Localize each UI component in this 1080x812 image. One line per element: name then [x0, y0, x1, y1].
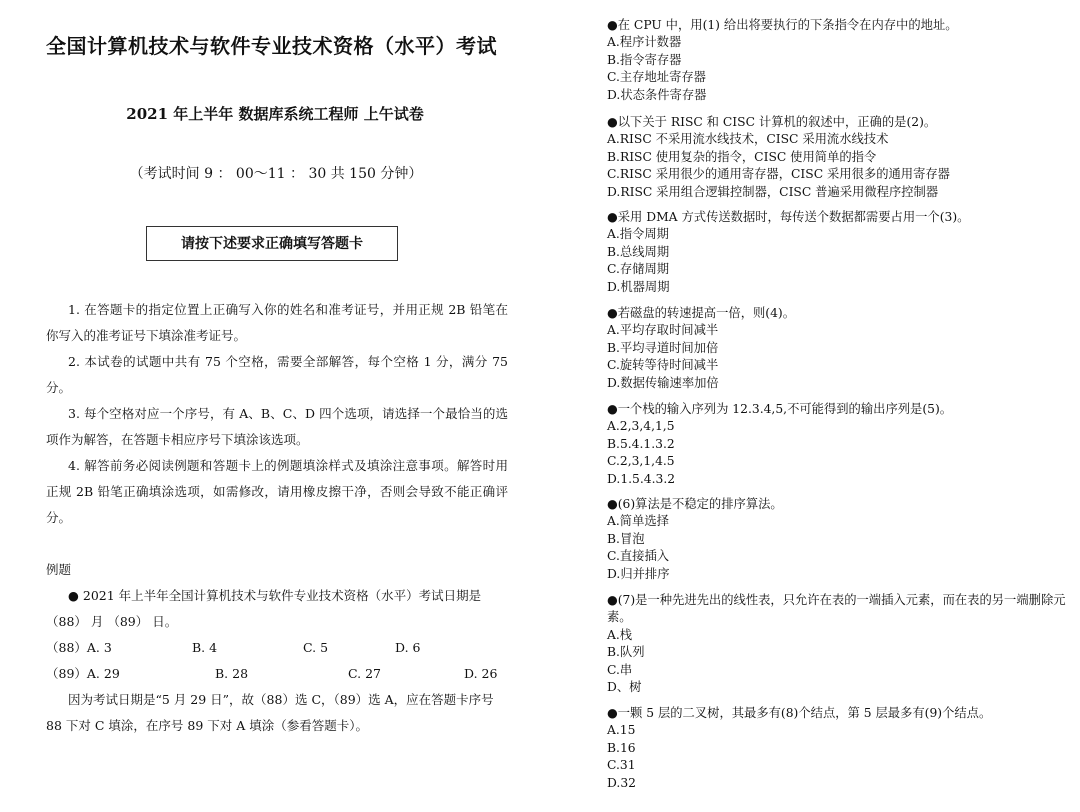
option-a: A.程序计数器: [607, 35, 682, 50]
example-heading: 例题: [46, 562, 72, 577]
option-a: A.2,3,4,1,5: [607, 419, 675, 434]
question-7: [607, 592, 1067, 696]
question-stem: ●(7)是一种先进先出的线性表，只允许在表的一端插入元素，而在表的另一端删除元素。: [607, 593, 1066, 625]
exam-subtitle: 2021 年上半年 数据库系统工程师 上午试卷: [126, 105, 424, 123]
option-b: B.平均寻道时间加倍: [607, 340, 719, 355]
question-stem: ●在 CPU 中，用(1) 给出将要执行的下条指令在内存中的地址。: [607, 18, 958, 32]
example-question: ● 2021 年上半年全国计算机技术与软件专业技术资格（水平）考试日期是（88） 月 （89） 日。: [46, 588, 482, 629]
option-b: B.冒泡: [607, 531, 645, 546]
option-a: A.栈: [607, 627, 633, 642]
option-d: D、树: [607, 680, 642, 695]
question-3: [607, 209, 1067, 296]
example-option: C. 27: [348, 666, 381, 681]
example-explanation: 因为考试日期是“5 月 29 日”，故（88）选 C，（89）选 A，应在答题卡序号 88 下对 C 填涂，在序号 89 下对 A 填涂（参看答题卡）。: [46, 692, 494, 733]
instruction-3: 3. 每个空格对应一个序号，有 A、B、C、D 四个选项，请选择一个最恰当的选项作为解答，在答题卡相应序号下填涂该选项。: [46, 406, 508, 447]
question-5: [607, 401, 1067, 488]
option-c: C.31: [607, 758, 636, 773]
question-stem: ●(6)算法是不稳定的排序算法。: [607, 497, 783, 511]
option-c: C.主存地址寄存器: [607, 70, 706, 85]
question-6: [607, 496, 1067, 583]
option-c: C.2,3,1,4.5: [607, 454, 675, 469]
option-a: A.指令周期: [607, 227, 669, 242]
option-c: C.旋转等待时间减半: [607, 358, 719, 373]
option-b: B.5.4.1.3.2: [607, 436, 675, 451]
example-option: D. 26: [464, 666, 498, 681]
option-c: C.RISC 采用很少的通用寄存器，CISC 采用很多的通用寄存器: [607, 167, 950, 182]
option-a: A.15: [607, 723, 636, 738]
example-options-88: [46, 635, 508, 661]
option-d: D.32: [607, 775, 636, 790]
option-a: A.简单选择: [607, 514, 669, 529]
option-c: C.直接插入: [607, 549, 670, 564]
example-option: B. 28: [215, 666, 249, 681]
exam-title: 全国计算机技术与软件专业技术资格（水平）考试: [46, 34, 497, 58]
question-2: [607, 114, 1067, 201]
option-d: D.1.5.4.3.2: [607, 471, 676, 486]
question-stem: ●若磁盘的转速提高一倍，则(4)。: [607, 306, 796, 320]
option-b: B.16: [607, 740, 636, 755]
option-d: D.归并排序: [607, 566, 670, 581]
question-stem: ●一个栈的输入序列为 12.3.4,5,不可能得到的输出序列是(5)。: [607, 402, 953, 416]
example-option: B. 4: [192, 640, 218, 655]
example-option: D. 6: [395, 640, 421, 655]
example-option: C. 5: [303, 640, 329, 655]
option-b: B.指令寄存器: [607, 52, 682, 67]
option-b: B.RISC 使用复杂的指令，CISC 使用简单的指令: [607, 149, 877, 164]
option-d: D.数据传输速率加倍: [607, 375, 719, 390]
question-stem: ●采用 DMA 方式传送数据时，每传送个数据都需要占用一个(3)。: [607, 210, 970, 224]
question-stem: ●一颗 5 层的二叉树，其最多有(8)个结点，第 5 层最多有(9)个结点。: [607, 706, 992, 720]
exam-time: （考试时间 9 ： 00～11 ： 30 共 150 分钟）: [129, 166, 423, 182]
option-d: D.机器周期: [607, 279, 670, 294]
option-a: A.RISC 不采用流水线技术，CISC 采用流水线技术: [607, 132, 889, 147]
question-8: [607, 705, 1067, 792]
option-c: C.存储周期: [607, 262, 670, 277]
instruction-1: 1. 在答题卡的指定位置上正确写入你的姓名和准考证号，并用正规 2B 铅笔在你写入的准考证号下填涂准考证号。: [46, 302, 508, 343]
instruction-2: 2. 本试卷的试题中共有 75 个空格，需要全部解答，每个空格 1 分，满分 75 分。: [46, 354, 508, 395]
notice-box: 请按下述要求正确填写答题卡: [146, 226, 398, 261]
option-d: D.RISC 采用组合逻辑控制器，CISC 普遍采用微程序控制器: [607, 184, 939, 199]
example-options-89: [46, 661, 508, 687]
option-b: B.总线周期: [607, 244, 670, 259]
option-d: D.状态条件寄存器: [607, 87, 707, 102]
instruction-4: 4. 解答前务必阅读例题和答题卡上的例题填涂样式及填涂注意事项。解答时用正规 2B 铅笔正确填涂选项，如需修改，请用橡皮擦干净，否则会导致不能正确评分。: [46, 458, 508, 525]
example-option: （89）A. 29: [46, 666, 120, 681]
option-c: C.串: [607, 662, 633, 677]
option-b: B.队列: [607, 645, 645, 660]
question-4: [607, 305, 1067, 392]
example-option: （88）A. 3: [46, 640, 112, 655]
question-1: [607, 17, 1067, 104]
option-a: A.平均存取时间减半: [607, 323, 719, 338]
question-stem: ●以下关于 RISC 和 CISC 计算机的叙述中，正确的是(2)。: [607, 115, 937, 129]
